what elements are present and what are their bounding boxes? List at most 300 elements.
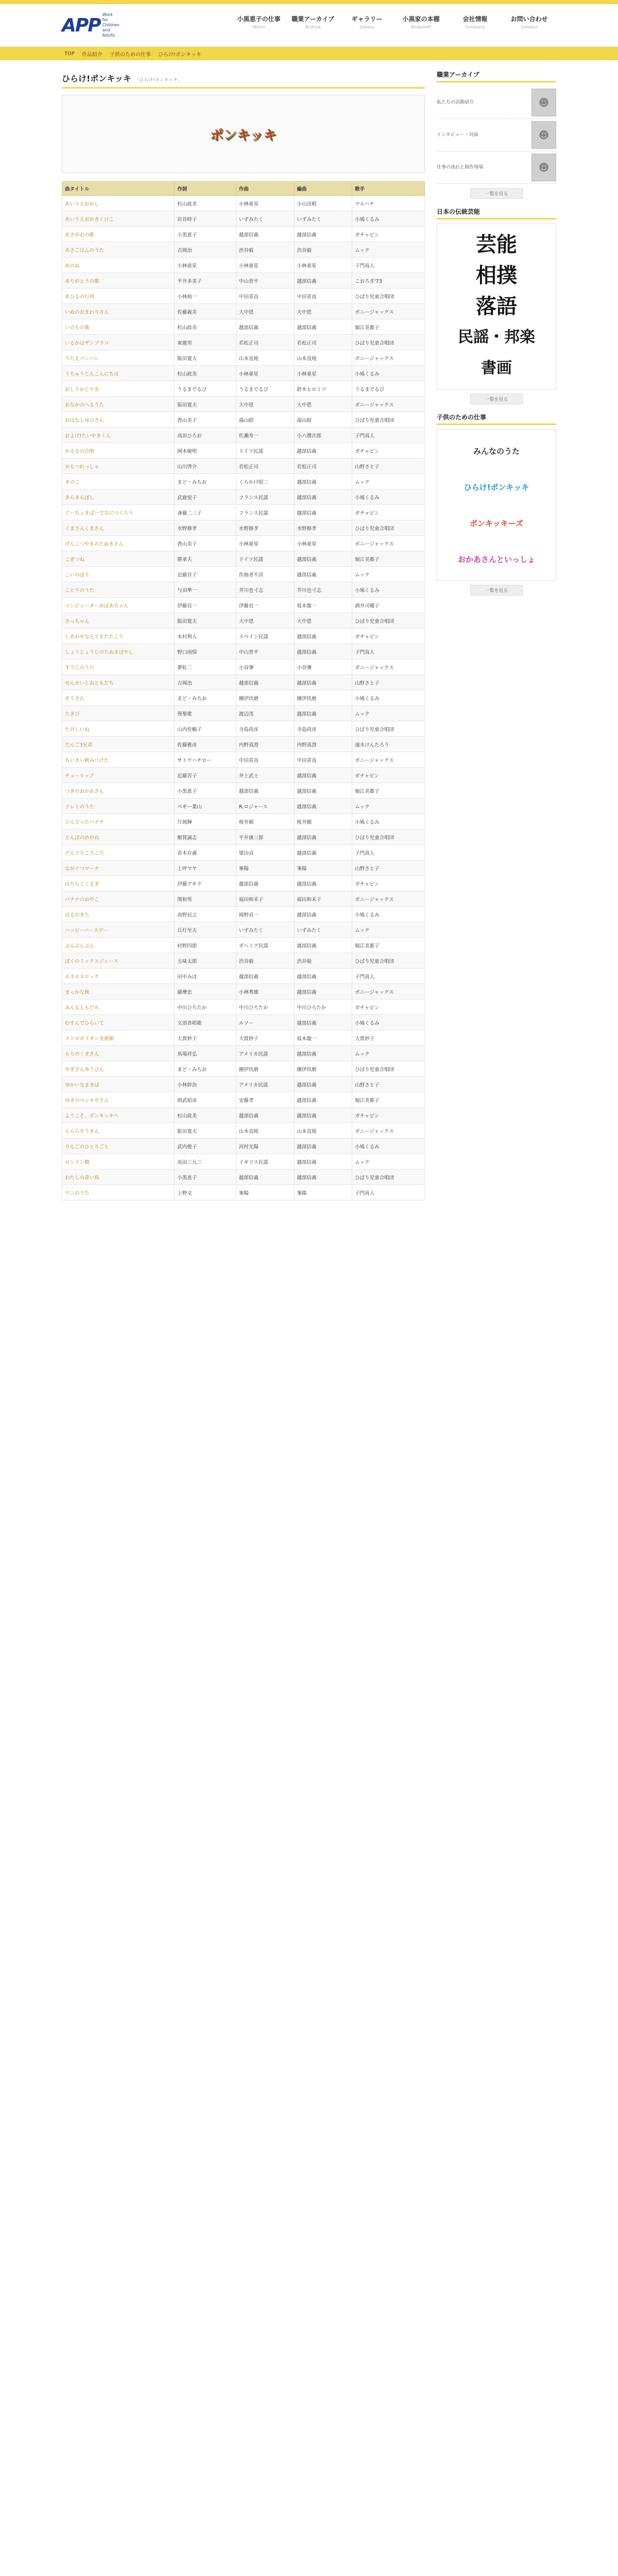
art-item-shoga[interactable]: 書画 [481,359,512,377]
table-row [62,690,425,706]
song-title-cell[interactable]: ながぐつマーチ [62,860,175,876]
table-row [62,551,425,567]
singer-cell: ガチャピン [352,443,425,459]
composer-cell: R.ロジャース [236,799,294,814]
arranger-cell: 越部信義 [294,768,352,783]
table-row [62,1139,425,1154]
song-title-cell[interactable]: わたしの青い鳥 [62,1170,175,1185]
song-title-cell[interactable]: あいうえおかし [62,196,175,211]
table-row [62,242,425,258]
composer-cell: 中田喜直 [236,289,294,304]
staff-card[interactable] [437,151,556,184]
table-row [62,1123,425,1139]
song-title-cell[interactable]: あひるの行列 [62,289,175,304]
lyricist-cell: 薩摩忠 [175,984,236,999]
nav-bookshelf[interactable] [394,14,448,29]
song-title-cell[interactable]: ゆかいなまきば [62,1077,175,1092]
arranger-cell: 越部信義 [294,706,352,721]
song-title-cell[interactable]: だんご3兄弟 [62,737,175,752]
table-row [62,876,425,891]
table-row [62,922,425,938]
song-title-cell[interactable]: とんぼのめがね [62,829,175,845]
composer-cell: 團伊玖磨 [236,1061,294,1077]
table-row [62,706,425,721]
table-row [62,752,425,768]
arranger-cell: 越部信義 [294,969,352,984]
arranger-cell: 越部信義 [294,551,352,567]
song-title-cell[interactable]: きのこ [62,474,175,489]
table-row [62,1170,425,1185]
more-archive-button[interactable]: 一覧を見る [470,188,523,199]
composer-cell: 峯陽 [236,860,294,876]
composer-cell: 平井康三郎 [236,829,294,845]
singer-cell: ひばり児童合唱団 [352,829,425,845]
song-title-cell[interactable]: おしりかじり虫 [62,381,175,397]
singer-cell: 小鳩くるみ [352,582,425,598]
lyricist-cell: 中川ひろたか [175,999,236,1015]
singer-cell: 小鳩くるみ [352,489,425,505]
composer-cell: 越部信義 [236,1170,294,1185]
nav-gallery[interactable] [340,14,394,29]
kids-program-list [437,429,556,581]
singer-cell: 子門真人 [352,644,425,659]
nav-archive[interactable] [286,14,340,29]
song-title-cell[interactable]: ロンドン橋 [62,1154,175,1170]
song-title-cell[interactable]: あいうえおかきくけこ [62,211,175,227]
song-title-cell[interactable]: コンピューターおばあちゃん [62,598,175,613]
person-photo-icon: ☻ [531,89,556,116]
composer-cell: いずみたく [236,922,294,938]
arranger-cell: 桜井順 [294,814,352,829]
arranger-cell: 越部信義 [294,675,352,690]
table-row [62,1154,425,1170]
lyricist-cell: 佐藤義美 [175,304,236,319]
arranger-cell: いずみたく [294,922,352,938]
singer-cell: 山野さと子 [352,1077,425,1092]
more-kids-button[interactable]: 一覧を見る [470,585,523,596]
table-row [62,1092,425,1108]
table-row [62,768,425,783]
breadcrumb-item[interactable]: 子供のための仕事 [110,52,151,58]
lyricist-cell: 阪田寛夫 [175,397,236,412]
composer-cell: 山本直純 [236,350,294,366]
column-header-composer: 作曲 [236,182,294,196]
nav-contact[interactable] [502,14,556,29]
lyricist-cell: 杉山政美 [175,196,236,211]
arranger-cell: 越部信義 [294,567,352,582]
nav-sub: Bookshelf [410,25,432,29]
arranger-cell: 峯陽 [294,860,352,876]
art-item-sumo[interactable]: 相撲 [476,263,517,287]
composer-cell: 芥川也寸志 [236,582,294,598]
lyricist-cell: 佐藤雅彦 [175,737,236,752]
song-title-cell[interactable]: ぼくのミックスジュース [62,953,175,969]
composer-cell: 渋谷毅 [236,242,294,258]
composer-cell: 湯山昭 [236,412,294,428]
singer-cell: 子門真人 [352,1185,425,1200]
art-item-minyo[interactable]: 民謡・邦楽 [458,328,535,346]
lyricist-cell: 岡本敏明 [175,443,236,459]
site-header [0,4,618,47]
singer-cell: 子門真人 [352,845,425,860]
lyricist-cell: 則武昭彦 [175,1092,236,1108]
song-title-cell[interactable]: つきのおかあさん [62,783,175,799]
song-title-cell[interactable]: こいのぼり [62,567,175,582]
staff-card-text: 仕事の流れと制作現場 [437,164,484,170]
lyricist-cell: 近藤宮子 [175,768,236,783]
arranger-cell: 大中恩 [294,397,352,412]
song-title-cell[interactable]: とんでったバナナ [62,814,175,829]
program-logo-ponkikkies[interactable]: ポンキッキーズ [470,518,523,528]
singer-cell: ムック [352,474,425,489]
arranger-cell: 渋谷毅 [294,242,352,258]
composer-cell: 寺島尚彦 [236,721,294,737]
composer-cell: 越部信義 [236,969,294,984]
song-title-cell[interactable]: せんせいとおともだち [62,675,175,690]
composer-cell: 越部信義 [236,876,294,891]
song-title-cell[interactable]: チューリップ [62,768,175,783]
song-title-cell[interactable]: きらきらぼし [62,489,175,505]
song-title-cell[interactable]: ありがとうの歌 [62,273,175,289]
table-row [62,860,425,876]
song-title-cell[interactable]: おなかのへるうた [62,397,175,412]
composer-cell: フランス民謡 [236,505,294,520]
lyricist-cell: 上坪マヤ [175,860,236,876]
arranger-cell: 越部信義 [294,489,352,505]
lyricist-cell: 五味太郎 [175,953,236,969]
singer-cell: 小鳩くるみ [352,1139,425,1154]
song-title-cell[interactable]: ちいさい秋みつけた [62,752,175,768]
program-logo-okaasan[interactable]: おかあさんといっしょ [457,554,535,564]
song-title-cell[interactable]: しあわせならてをたたこう [62,629,175,644]
singer-cell: 子門真人 [352,428,425,443]
table-row [62,428,425,443]
table-row [62,196,425,211]
singer-cell: ボニージャックス [352,659,425,675]
table-row [62,675,425,690]
composer-cell: いずみたく [236,211,294,227]
table-row [62,999,425,1015]
composer-cell: 大中恩 [236,304,294,319]
song-title-cell[interactable]: かもつれっしゃ [62,459,175,474]
singer-cell: 小鳩くるみ [352,907,425,922]
singer-cell: ボニージャックス [352,397,425,412]
lyricist-cell: サトウハチロー [175,752,236,768]
lyricist-cell: 山内佳鶴子 [175,721,236,737]
arranger-cell: 芥川也寸志 [294,582,352,598]
song-title-cell[interactable]: むすんでひらいて [62,1015,175,1030]
table-row [62,721,425,737]
top-accent-bar [0,0,618,4]
lyricist-cell: うるまでるび [175,381,236,397]
composer-cell: 小林亜星 [236,258,294,273]
singer-cell: ガチャピン [352,1108,425,1123]
song-table-body [62,196,425,1200]
arranger-cell: 團伊玖磨 [294,690,352,706]
singer-cell: 大貫妙子 [352,1030,425,1046]
composer-cell: ドイツ民謡 [236,551,294,567]
table-row [62,891,425,907]
composer-cell: イギリス民謡 [236,1154,294,1170]
song-title-cell[interactable]: ぐーちょきぱーでなにつくろう [62,505,175,520]
singer-cell: 堀江美都子 [352,319,425,335]
table-row [62,598,425,613]
lyricist-cell: 吉岡治 [175,242,236,258]
arranger-cell: 大中恩 [294,613,352,629]
song-title-cell[interactable]: どんぐりころころ [62,845,175,860]
arranger-cell: 越部信義 [294,783,352,799]
song-title-cell[interactable]: かえるの合唱 [62,443,175,459]
arranger-cell: 小林亜星 [294,258,352,273]
arranger-cell: 中田喜直 [294,289,352,304]
nav-sub: Contact [521,25,538,29]
song-title-cell[interactable]: ホネホネロック [62,969,175,984]
singer-cell: うるまでるび [352,381,425,397]
singer-cell: 堀江美都子 [352,783,425,799]
song-title-cell[interactable]: いぬのおまわりさん [62,304,175,319]
table-row [62,567,425,582]
composer-cell: 安藤孝 [236,1092,294,1108]
composer-cell: 越部信義 [236,319,294,335]
program-logo: ポンキッキ [210,127,277,143]
composer-cell: 渋谷毅 [236,953,294,969]
arranger-cell: 越部信義 [294,273,352,289]
singer-cell: ひばり児童合唱団 [352,335,425,350]
song-title-cell[interactable]: うちゅうじんこんにちは [62,366,175,381]
table-row [62,938,425,953]
song-title-cell[interactable]: たのしいね [62,721,175,737]
composer-cell: 小谷肇 [236,659,294,675]
song-title-cell[interactable]: はたらくくるま [62,876,175,891]
singer-cell: ムック [352,567,425,582]
song-title-cell[interactable]: およげ!たいやきくん [62,428,175,443]
lyricist-cell: 文部省唱歌 [175,1015,236,1030]
lyricist-cell: 小林純一 [175,289,236,304]
singer-cell: ボニージャックス [352,1123,425,1139]
table-row [62,459,425,474]
song-title-cell[interactable]: いるかはザンブラコ [62,335,175,350]
lyricist-cell: 青木存義 [175,845,236,860]
nav-company[interactable] [448,14,502,29]
song-title-cell[interactable]: やぎさんゆうびん [62,1061,175,1077]
song-title-cell[interactable]: しょうじょうじのたぬきばやし [62,644,175,659]
composer-cell: 梁田貞 [236,845,294,860]
table-row [62,335,425,350]
table-row [62,969,425,984]
lyricist-cell: 岩谷時子 [175,211,236,227]
lyricist-cell: 与田準一 [175,582,236,598]
arranger-cell: 越部信義 [294,227,352,242]
song-title-cell[interactable]: ぞうさん [62,690,175,706]
table-row [62,273,425,289]
lyricist-cell: 大貫妙子 [175,1030,236,1046]
nav-sub: Works [252,25,265,29]
singer-cell: ひばり児童合唱団 [352,520,425,536]
staff-card[interactable] [437,119,556,151]
main-column [62,70,425,1200]
lyricist-cell: 東龍男 [175,335,236,350]
song-title-cell[interactable]: ゆきのペンキやさん [62,1092,175,1108]
song-title-cell[interactable]: ぶんぶんぶん [62,938,175,953]
lyricist-cell: 片岡輝 [175,814,236,829]
song-title-cell[interactable]: ドレミのうた [62,799,175,814]
arranger-cell: 越部信義 [294,1046,352,1061]
song-title-cell[interactable]: げんこつやまのたぬきさん [62,536,175,551]
sidebar-heading-arts: 日本の伝統芸能 [437,207,556,219]
composer-cell: 中山晋平 [236,644,294,659]
lyricist-cell: 巽聖歌 [175,706,236,721]
composer-cell: 河村光陽 [236,1139,294,1154]
page-title-sub: 「ひらけ!ポンキッキ」 [134,78,183,83]
singer-cell: ガチャピン [352,629,425,644]
song-title-cell[interactable]: まっかな秋 [62,984,175,999]
song-title-cell[interactable]: ことりのうた [62,582,175,598]
arranger-cell: いずみたく [294,211,352,227]
nav-label: ギャラリー [351,15,383,23]
table-row [62,520,425,536]
composer-cell: 福田和禾子 [236,891,294,907]
column-header-singer: 歌手 [352,182,425,196]
composer-cell: 岡野貞一 [236,907,294,922]
song-title-cell[interactable]: くまさんくまさん [62,520,175,536]
lyricist-cell: 杉山政美 [175,366,236,381]
song-title-cell[interactable]: あさがおの歌 [62,227,175,242]
lyricist-cell: 武鹿悦子 [175,489,236,505]
song-title-cell[interactable]: バナナのおやこ [62,891,175,907]
arranger-cell: 越部信義 [294,629,352,644]
composer-cell: 水野修孝 [236,520,294,536]
nav-sub: Archive [305,25,321,29]
song-title-cell[interactable]: はるがきた [62,907,175,922]
nav-label: お問い合わせ [510,15,548,23]
arranger-cell: 小林亜星 [294,536,352,551]
song-table [62,181,425,1200]
song-title-cell[interactable]: もりのくまさん [62,1046,175,1061]
arranger-cell: 鈴木ヒロミツ [294,381,352,397]
song-title-cell[interactable]: たきび [62,706,175,721]
lyricist-cell: まど・みちお [175,690,236,706]
breadcrumb-item[interactable]: 作品紹介 [82,52,103,58]
composer-cell: 大中恩 [236,613,294,629]
nav-label: 職業アーカイブ [291,15,334,23]
composer-cell: 越部信義 [236,1108,294,1123]
singer-cell: ムック [352,1046,425,1061]
arranger-cell: 越部信義 [294,1139,352,1154]
arranger-cell: 越部信義 [294,474,352,489]
song-title-cell[interactable]: こぎつね [62,551,175,567]
site-logo[interactable] [62,10,118,40]
lyricist-cell: 斎藤二三子 [175,505,236,520]
composer-cell: 團伊玖磨 [236,690,294,706]
person-photo-icon: ☻ [531,154,556,181]
table-row [62,644,425,659]
table-row [62,737,425,752]
singer-cell: ひばり児童合唱団 [352,1061,425,1077]
art-item-geino[interactable]: 芸能 [476,232,517,257]
singer-cell: 山野さと子 [352,675,425,690]
column-header-title: 曲タイトル [62,182,175,196]
table-row [62,1077,425,1092]
lyricist-cell: 杉山政美 [175,319,236,335]
singer-cell: ボニージャックス [352,752,425,768]
song-title-cell[interactable]: メトロポリタン美術館 [62,1030,175,1046]
arranger-cell: 越部信義 [294,1077,352,1092]
song-title-cell[interactable]: さっちゃん [62,613,175,629]
singer-cell: ガチャピン [352,876,425,891]
lyricist-cell: 馬場祥弘 [175,1046,236,1061]
song-title-cell[interactable]: あのね [62,258,175,273]
singer-cell: 子門真人 [352,969,425,984]
lyricist-cell: 木村利人 [175,629,236,644]
breadcrumb-item[interactable]: TOP [64,50,75,57]
composer-cell: スペイン民謡 [236,629,294,644]
lyricist-cell: 水野修孝 [175,520,236,536]
singer-cell: ひばり児童合唱団 [352,289,425,304]
arranger-cell: 大中恩 [294,304,352,319]
arranger-cell: 水野修孝 [294,520,352,536]
column-header-lyrics: 作詞 [175,182,236,196]
table-row [62,489,425,505]
song-title-cell[interactable]: みんなともだち [62,999,175,1015]
more-arts-button[interactable]: 一覧を見る [470,394,523,404]
composer-cell: 佐瀬寿一 [236,428,294,443]
song-title-cell[interactable]: らららぞうきん [62,1123,175,1139]
table-row [62,1108,425,1123]
singer-cell: ボニージャックス [352,984,425,999]
art-item-rakugo[interactable]: 落語 [476,294,517,318]
song-title-cell[interactable]: おはなしゆびさん [62,412,175,428]
program-logo-minnanouta[interactable]: みんなのうた [473,446,520,456]
song-title-cell[interactable]: あさごはんのうた [62,242,175,258]
song-title-cell[interactable]: すうじのうた [62,659,175,675]
table-row [62,1046,425,1061]
nav-works[interactable] [232,14,286,29]
arranger-cell: 坂本龍一 [294,598,352,613]
song-title-cell[interactable]: うたえバンバン [62,350,175,366]
staff-card-text: 私たちの活動紹介 [437,99,474,105]
song-title-cell[interactable]: ハッピーバースデー [62,922,175,938]
table-row [62,1030,425,1046]
singer-cell: ひばり児童合唱団 [352,721,425,737]
table-row [62,505,425,520]
breadcrumb-item: ひらけ!ポンキッキ [158,52,201,58]
composer-cell: フランス民謡 [236,489,294,505]
program-logo-ponkikki[interactable]: ひらけ!ポンキッキ [464,482,529,492]
lyricist-cell: 夢虹二 [175,659,236,675]
table-row [62,474,425,489]
song-title-cell[interactable]: ワニのうた [62,1185,175,1200]
table-header-row [62,182,425,196]
column-header-arranger: 編曲 [294,182,352,196]
singer-cell: マルハチ [352,196,425,211]
song-title-cell[interactable]: いのちの歌 [62,319,175,335]
breadcrumb [0,47,618,60]
table-row [62,381,425,397]
singer-cell: ガチャピン [352,505,425,520]
arranger-cell: 團伊玖磨 [294,1061,352,1077]
composer-cell: ルソー [236,1015,294,1030]
lyricist-cell: 阪田寛夫 [175,613,236,629]
staff-card[interactable] [437,87,556,119]
singer-cell: 堀江美都子 [352,1092,425,1108]
global-nav [232,14,556,29]
song-title-cell[interactable]: ようこそ、ポンキッキへ [62,1108,175,1123]
song-title-cell[interactable]: りんごのひとりごと [62,1139,175,1154]
composer-cell: 小林亜星 [236,536,294,551]
singer-cell: ムック [352,799,425,814]
composer-cell: アメリカ民謡 [236,1077,294,1092]
table-row [62,1015,425,1030]
